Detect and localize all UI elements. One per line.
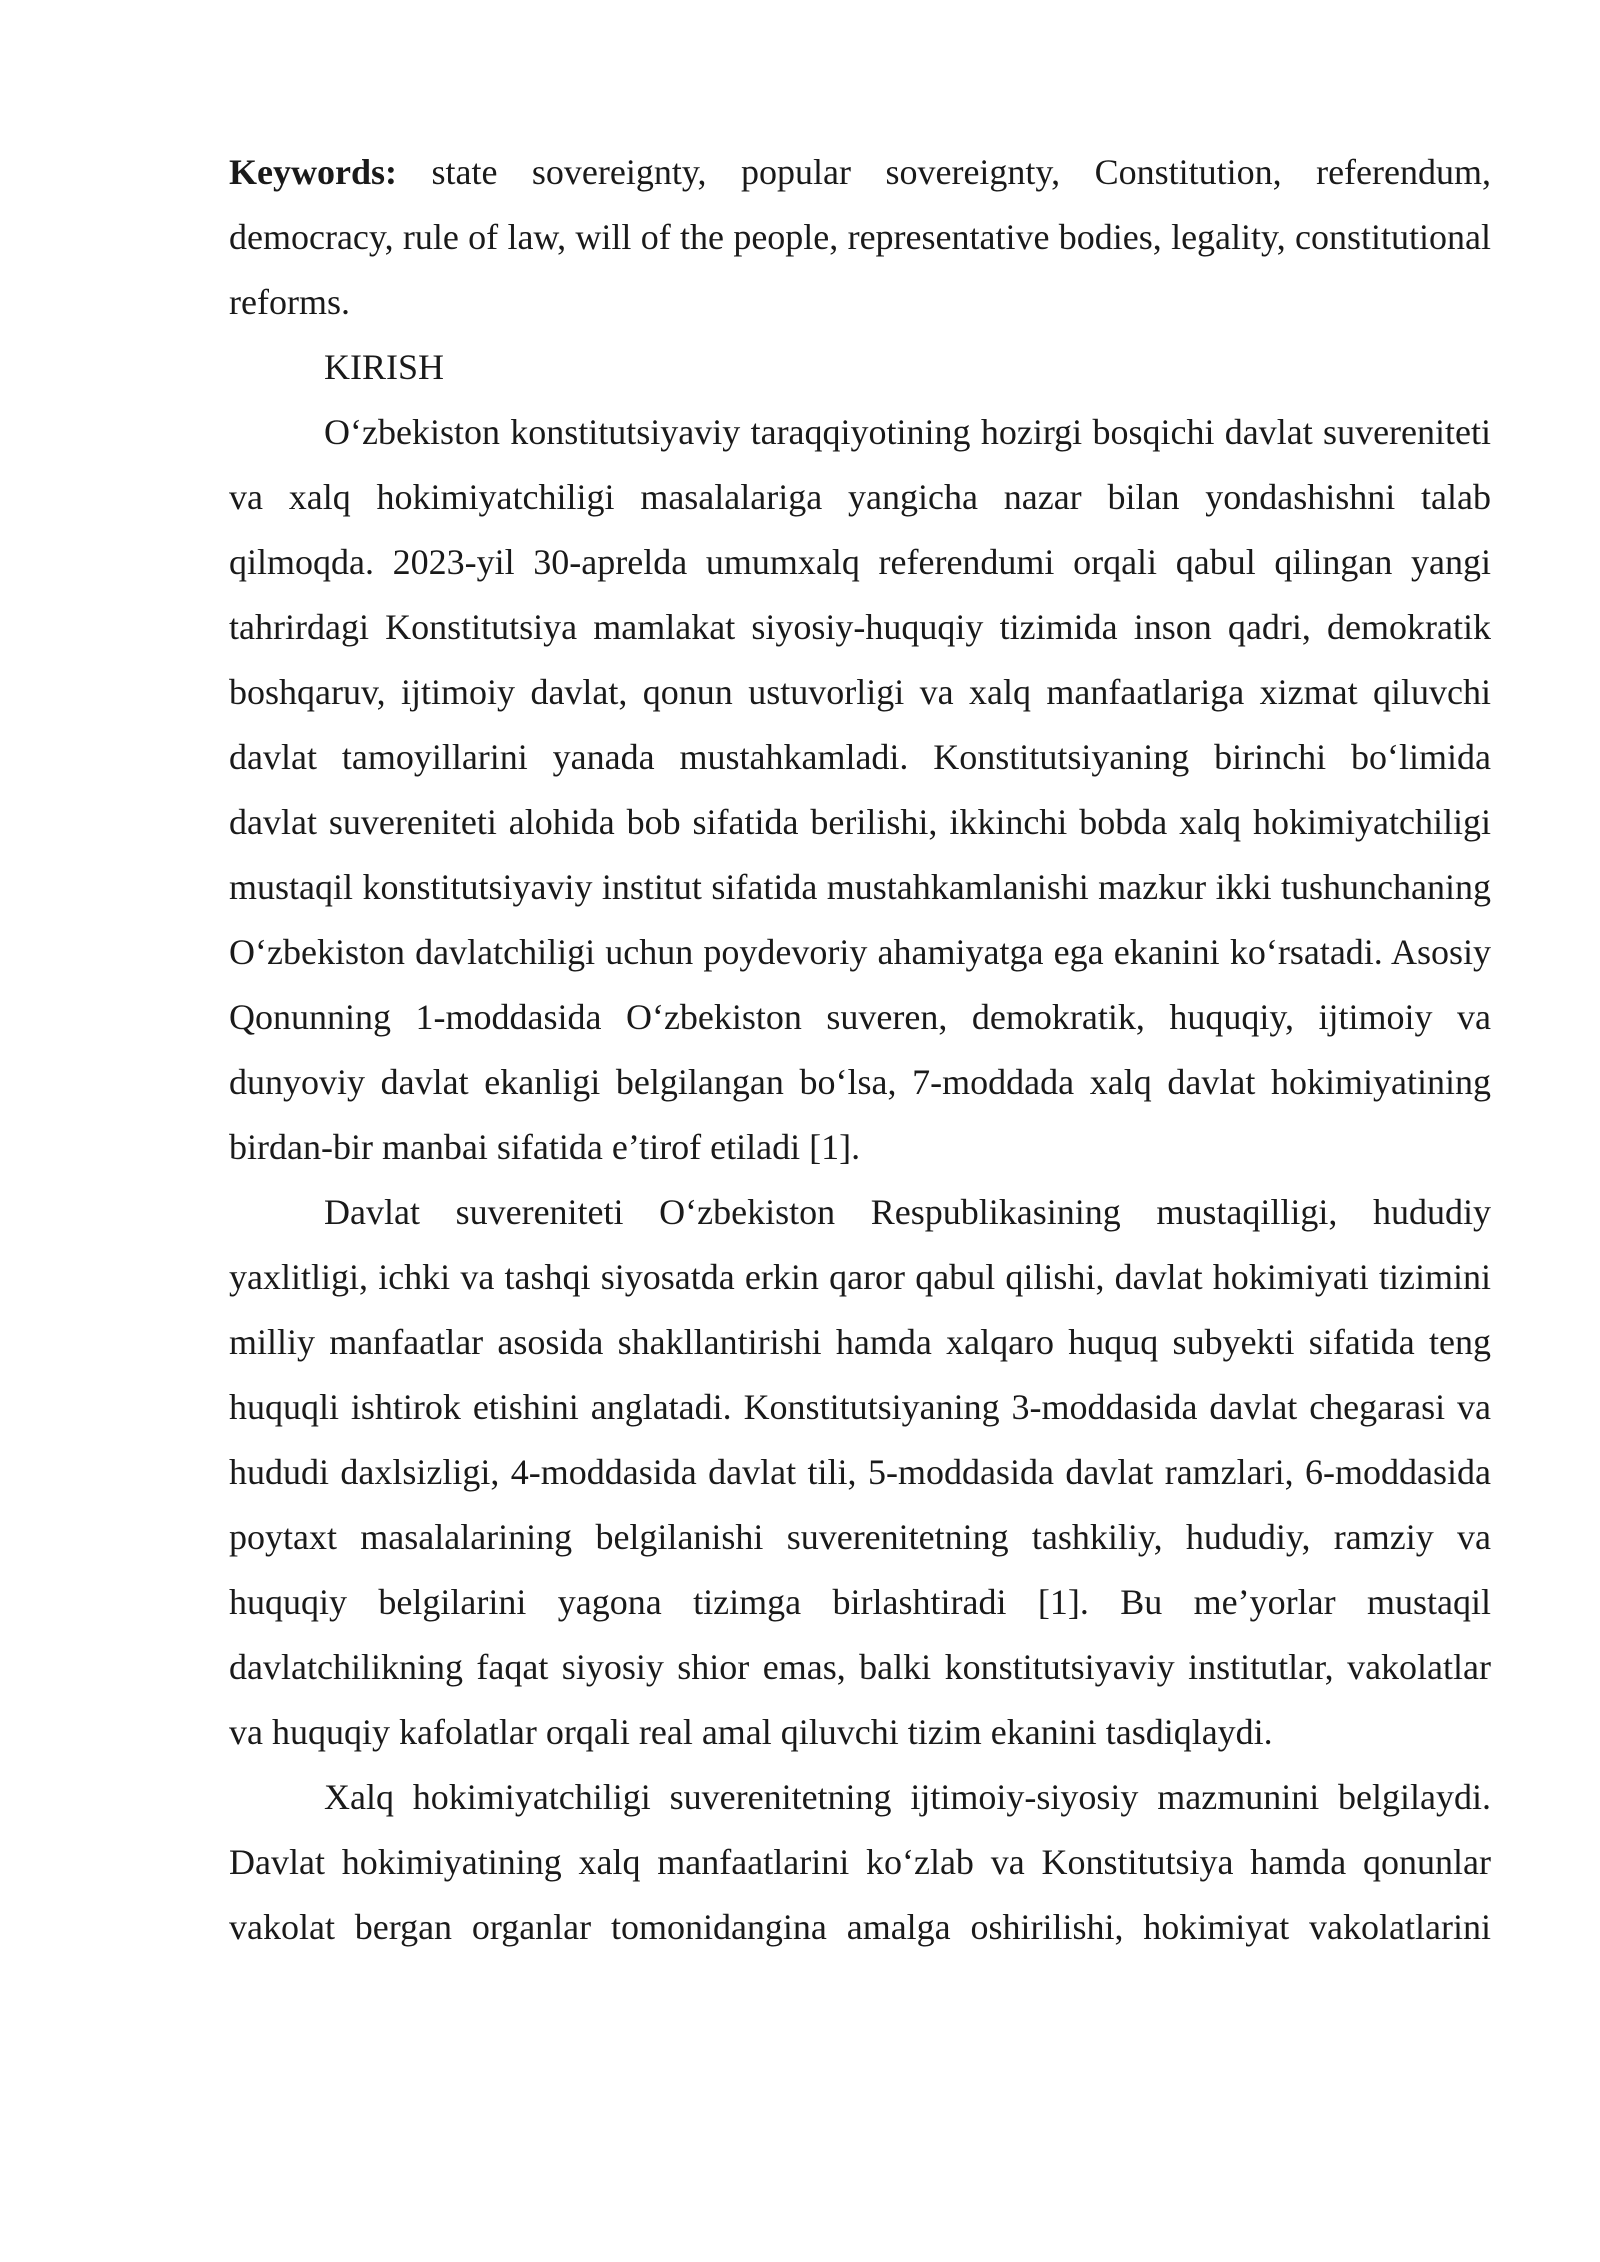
keywords-label: Keywords:: [229, 152, 397, 192]
keywords-text: state sovereignty, popular sovereignty, Constitution, referendum, democracy, rule of law, will of the people, representative bodies, legality, constitutional reforms.: [229, 152, 1491, 322]
body-paragraph: Davlat suvereniteti O‘zbekiston Respublikasining mustaqilligi, hududiy yaxlitligi, ichki va tashqi siyosatda erkin qaror qabul qilishi, davlat hokimiyati tizimini milliy manfaatlar asosida shakllantirishi hamda xalqaro huquq subyekti sifatida teng huquqli ishtirok etishini anglatadi. Konstitutsiyaning 3-moddasida davlat chegarasi va hududi daxlsizligi, 4-moddasida davlat tili, 5-moddasida davlat ramzlari, 6-moddasida poytaxt masalalarining belgilanishi suverenitetning tashkiliy, hududiy, ramziy va huquqiy belgilarini yagona tizimga birlashtiradi [1]. Bu me’yorlar mustaqil davlatchilikning faqat siyosiy shior emas, balki konstitutsiyaviy institutlar, vakolatlar va huquqiy kafolatlar orqali real amal qiluvchi tizim ekanini tasdiqlaydi.: [229, 1192, 1491, 1752]
keywords-paragraph: [229, 140, 1491, 335]
body-paragraph: O‘zbekiston konstitutsiyaviy taraqqiyotining hozirgi bosqichi davlat suvereniteti va xalq hokimiyatchiligi masalalariga yangicha nazar bilan yondashishni talab qilmoqda. 2023-yil 30-aprelda umumxalq referendumi orqali qabul qilingan yangi tahrirdagi Konstitutsiya mamlakat siyosiy-huquqiy tizimida inson qadri, demokratik boshqaruv, ijtimoiy davlat, qonun ustuvorligi va xalq manfaatlariga xizmat qiluvchi davlat tamoyillarini yanada mustahkamladi. Konstitutsiyaning birinchi bo‘limida davlat suvereniteti alohida bob sifatida berilishi, ikkinchi bobda xalq hokimiyatchiligi mustaqil konstitutsiyaviy institut sifatida mustahkamlanishi mazkur ikki tushunchaning O‘zbekiston davlatchiligi uchun poydevoriy ahamiyatga ega ekanini ko‘rsatadi. Asosiy Qonunning 1-moddasida O‘zbekiston suveren, demokratik, huquqiy, ijtimoiy va dunyoviy davlat ekanligi belgilangan bo‘lsa, 7-moddada xalq davlat hokimiyatining birdan-bir manbai sifatida e’tirof etiladi [1].: [229, 412, 1491, 1167]
section-heading: KIRISH: [324, 347, 445, 387]
document-page: [229, 140, 1491, 1960]
body-paragraph: Xalq hokimiyatchiligi suverenitetning ijtimoiy-siyosiy mazmunini belgilaydi. Davlat hokimiyatining xalq manfaatlarini ko‘zlab va Konstitutsiya hamda qonunlar vakolat bergan organlar tomonidangina amalga oshirilishi, hokimiyat vakolatlarini: [229, 1777, 1491, 1947]
